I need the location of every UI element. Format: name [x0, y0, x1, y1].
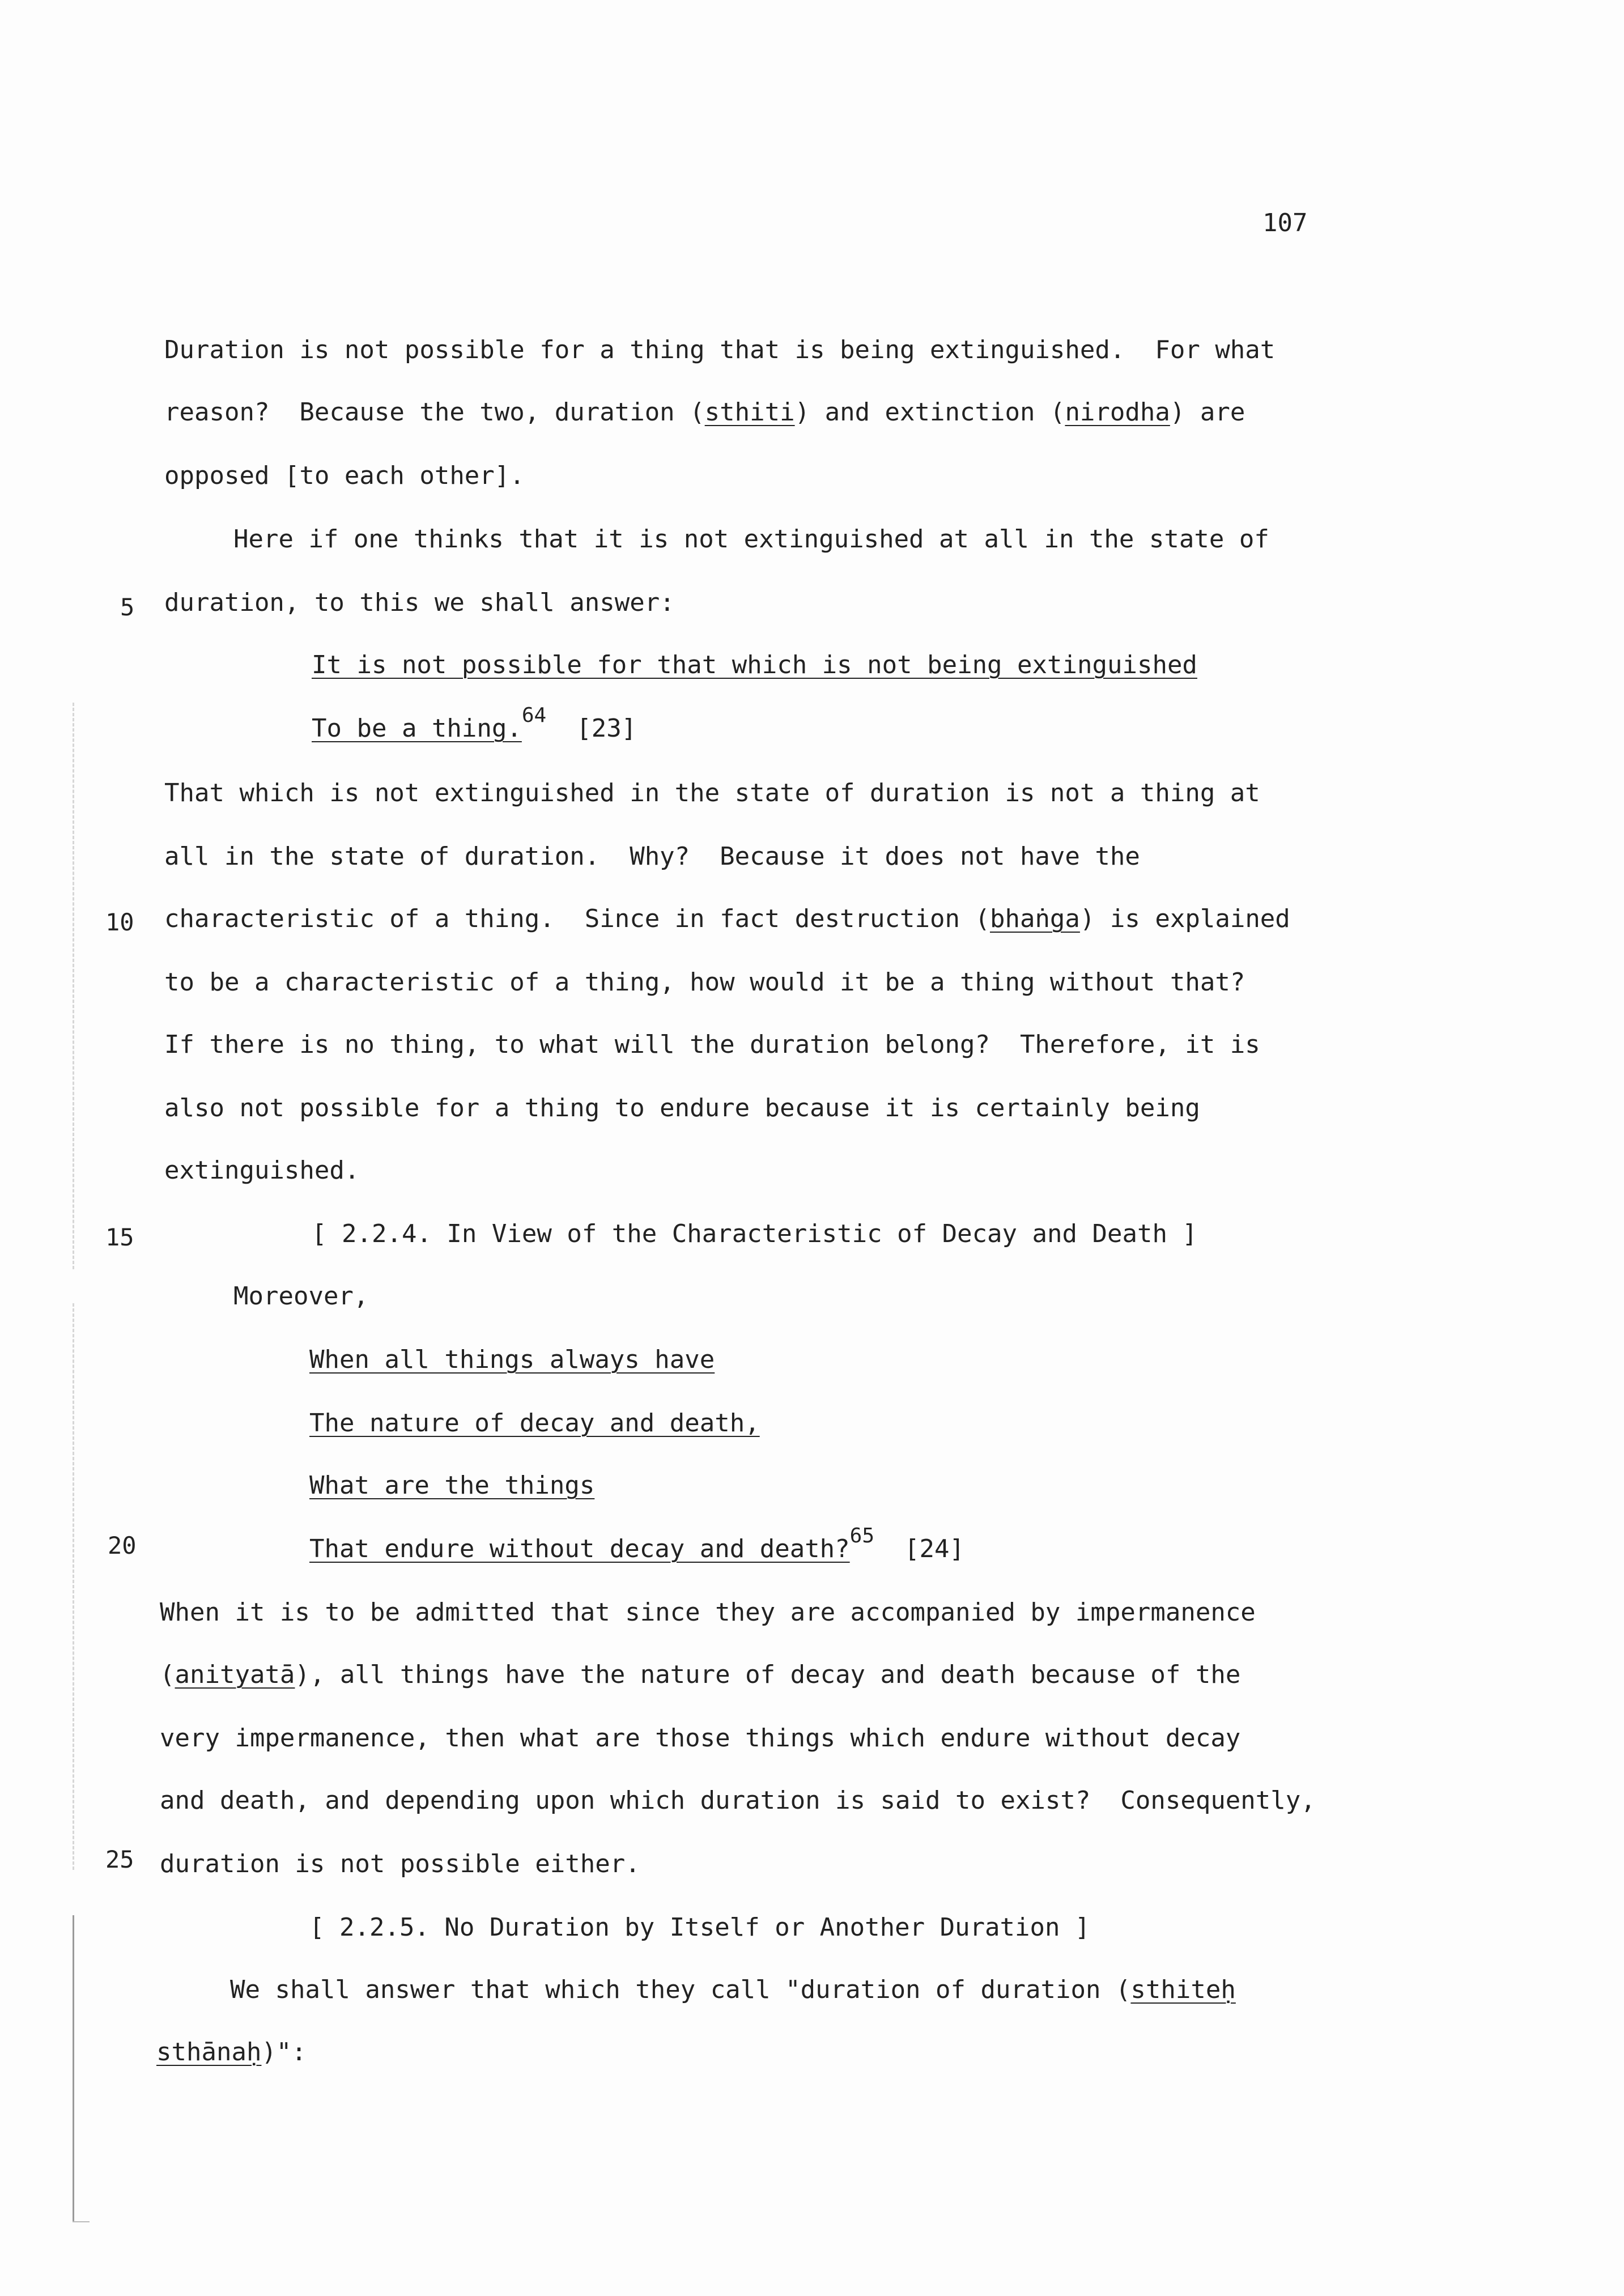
- text-line: to be a characteristic of a thing, how would it be a thing without that?: [164, 968, 1245, 997]
- verse-line: That endure without decay and death?$^{65}$ [24]: [309, 1524, 964, 1563]
- verse-line: The nature of decay and death,: [309, 1409, 760, 1438]
- term-sthanah: sthānaḥ: [156, 2038, 262, 2067]
- text-line: duration is not possible either.: [160, 1849, 640, 1878]
- text-line: and death, and depending upon which duration is said to exist? Consequently,: [160, 1786, 1316, 1815]
- text-line: Duration is not possible for a thing that is being extinguished. For what: [164, 335, 1276, 364]
- text-line: reason? Because the two, duration (sthiti) and extinction (nirodha) are: [164, 398, 1245, 427]
- text-line: That which is not extinguished in the state of duration is not a thing at: [164, 779, 1260, 807]
- text-line: opposed [to each other].: [164, 461, 525, 490]
- text-line: also not possible for a thing to endure because it is certainly being: [164, 1094, 1200, 1123]
- term-bhanga: bhaṅga: [989, 904, 1080, 933]
- margin-mark: [73, 2221, 90, 2222]
- page-number: 107: [1262, 209, 1308, 237]
- line-number: 20: [108, 1532, 137, 1559]
- verse-line: To be a thing.$^{64}$ [23]: [312, 704, 637, 743]
- verse-line: It is not possible for that which is not being extinguished: [312, 650, 1197, 679]
- term-sthiti: sthiti: [704, 398, 795, 427]
- verse-line: What are the things: [309, 1471, 595, 1500]
- margin-mark: [73, 703, 74, 1269]
- margin-mark: [73, 1915, 74, 2221]
- verse-number: [24]: [904, 1534, 964, 1563]
- text-line: We shall answer that which they call "duration of duration (sthiteḥ: [230, 1975, 1236, 2004]
- text-line: sthānaḥ)":: [156, 2038, 307, 2067]
- margin-mark: [73, 1303, 74, 1870]
- text-line: (anityatā), all things have the nature of decay and death because of the: [160, 1660, 1241, 1689]
- footnote-ref: 65: [849, 1524, 875, 1547]
- term-sthiteh: sthiteḥ: [1130, 1975, 1236, 2004]
- term-nirodha: nirodha: [1065, 398, 1170, 427]
- text-line: duration, to this we shall answer:: [164, 588, 675, 617]
- verse-number: [23]: [576, 714, 637, 743]
- footnote-ref: 64: [521, 704, 547, 727]
- section-heading: [ 2.2.5. No Duration by Itself or Another Duration ]: [309, 1913, 1090, 1942]
- line-number: 15: [105, 1223, 134, 1251]
- line-number: 25: [105, 1846, 134, 1873]
- section-heading: [ 2.2.4. In View of the Characteristic of Decay and Death ]: [312, 1219, 1197, 1248]
- line-number: 5: [120, 593, 135, 621]
- text-line: all in the state of duration. Why? Because it does not have the: [164, 842, 1140, 871]
- text-line: extinguished.: [164, 1156, 360, 1185]
- text-line: very impermanence, then what are those things which endure without decay: [160, 1724, 1241, 1753]
- verse-line: When all things always have: [309, 1345, 715, 1374]
- text-line: Here if one thinks that it is not extinguished at all in the state of: [233, 525, 1269, 554]
- text-line: Moreover,: [233, 1282, 369, 1311]
- term-anityata: anityatā: [175, 1660, 295, 1689]
- text-line: When it is to be admitted that since they are accompanied by impermanence: [160, 1598, 1256, 1627]
- text-line: If there is no thing, to what will the duration belong? Therefore, it is: [164, 1030, 1260, 1059]
- text-line: characteristic of a thing. Since in fact destruction (bhaṅga) is explained: [164, 904, 1290, 933]
- line-number: 10: [105, 908, 134, 936]
